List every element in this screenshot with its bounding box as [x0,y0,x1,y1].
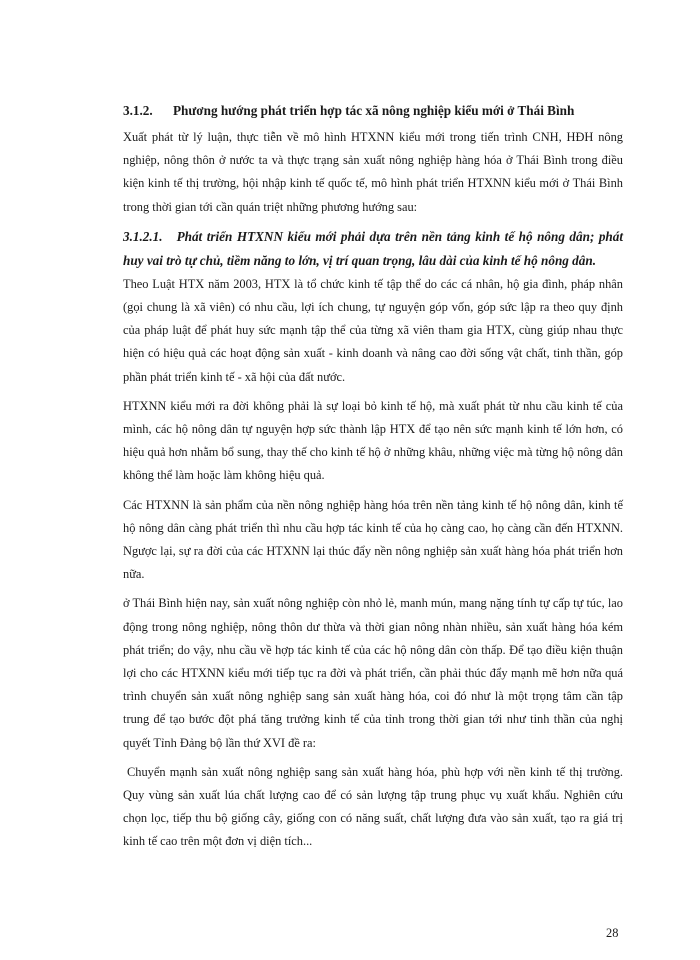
section-title: Phương hướng phát triển hợp tác xã nông nghiệp kiểu mới ở Thái Bình [173,103,575,118]
subsection-number: 3.1.2.1. [123,228,163,244]
paragraph-htxnn-product: Các HTXNN là sản phẩm của nền nông nghiệp hàng hóa trên nền tảng kinh tế hộ nông dân, kinh tế hộ nông dân càng phát triển thì nhu cầu hợp tác kinh tế của họ càng cao, họ càng cần đến HTXNN. Ngược lại, sự ra đời của các HTXNN lại thúc đẩy nền nông nghiệp sản xuất hàng hóa phát triển hơn nữa. [123,497,623,582]
page-number: 28 [606,926,619,940]
paragraph-htx-law: Theo Luật HTX năm 2003, HTX là tổ chức kinh tế tập thể do các cá nhân, hộ gia đình, pháp nhân (gọi chung là xã viên) có nhu cầu, lợi ích chung, tự nguyện góp vốn, góp sức lập ra theo quy định của pháp luật để phát huy sức mạnh tập thể của từng xã viên tham gia HTX, cùng giúp nhau thực hiện có hiệu quả các hoạt động sản xuất - kinh doanh và nâng cao đời sống vật chất, tinh thần, góp phần phát triển kinh tế - xã hội của đất nước. [123,276,623,384]
subsection-title: Phát triển HTXNN kiểu mới phải dựa trên nền tảng kinh tế hộ nông dân; phát huy vai trò tự chủ, tiềm năng to lớn, vị trí quan trọng, lâu dài của kinh tế hộ nông dân. [123,228,623,268]
paragraph-resolution-quote: Chuyển mạnh sản xuất nông nghiệp sang sản xuất hàng hóa, phù hợp với nền kinh tế thị trường. Quy vùng sản xuất lúa chất lượng cao để có sản lượng tập trung phục vụ xuất khẩu. Nghiên cứu chọn lọc, tiếp thu bộ giống cây, giống con có năng suất, chất lượng đưa vào sản xuất, tạo ra giá trị kinh tế cao trên một đơn vị diện tích... [123,764,623,849]
paragraph-thai-binh: ở Thái Bình hiện nay, sản xuất nông nghiệp còn nhỏ lẻ, manh mún, mang nặng tính tự cấp tự túc, lao động trong nông nghiệp, nông thôn dư thừa và thời gian nông nhàn nhiều, sản xuất hàng hóa kém phát triển; do vậy, nhu cầu về hợp tác kinh tế của các hộ nông dân còn thấp. Để tạo điều kiện thuận lợi cho các HTXNN kiểu mới tiếp tục ra đời và phát triển, cần phải thúc đẩy mạnh mẽ hơn nữa quá trình chuyển sản xuất nông nghiệp sang sản xuất hàng hóa, coi đó như là một trọng tâm cần tập trung để tạo bước đột phá tăng trưởng kinh tế của tỉnh trong thời gian tới như tinh thần của nghị quyết Tỉnh Đảng bộ lần thứ XVI đề ra: [123,596,623,750]
intro-paragraph: Xuất phát từ lý luận, thực tiễn về mô hình HTXNN kiểu mới trong tiến trình CNH, HĐH nông nghiệp, nông thôn ở nước ta và thực trạng sản xuất nông nghiệp hàng hóa ở Thái Bình trong điều kiện kinh tế thị trường, hội nhập kinh tế quốc tế, mô hình phát triển HTXNN kiểu mới ở Thái Bình trong thời gian tới cần quán triệt những phương hướng sau: [123,130,623,214]
document-page [123,100,623,860]
section-heading [123,100,623,122]
subsection-heading [123,225,623,273]
paragraph-htxnn-new: HTXNN kiểu mới ra đời không phải là sự loại bỏ kinh tế hộ, mà xuất phát từ nhu cầu kinh tế của mình, các hộ nông dân tự nguyện hợp sức thành lập HTX để tạo nên sức mạnh kinh tế lớn hơn, có hiệu quả hơn nhằm bổ sung, thay thế cho kinh tế hộ ở những khâu, những việc mà từng hộ nông dân không thể làm hoặc làm không hiệu quả. [123,398,623,483]
section-number: 3.1.2. [123,103,153,118]
